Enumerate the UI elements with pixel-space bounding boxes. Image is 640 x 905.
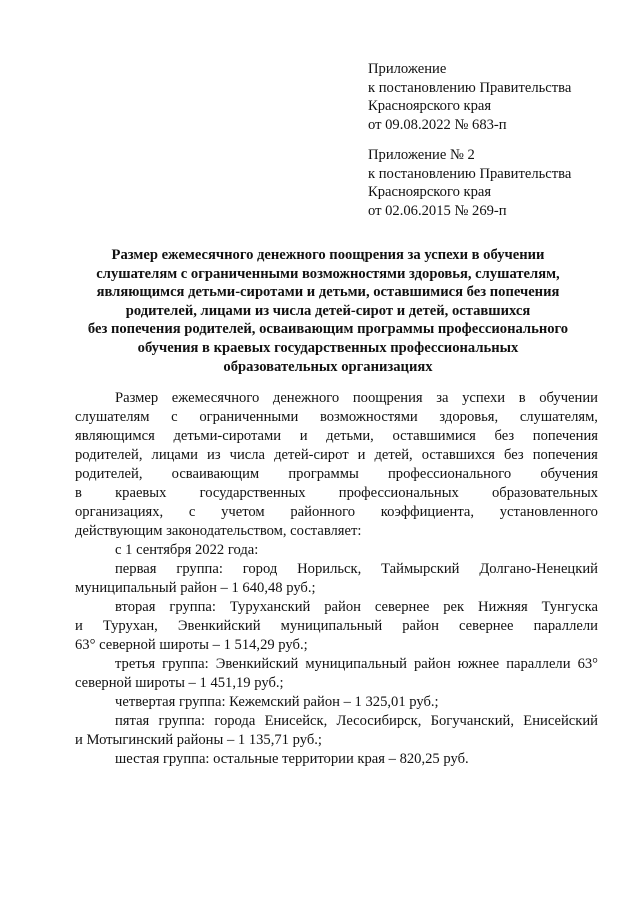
title-line: являющимся детьми-сиротами и детьми, оставшимися без попечения: [96, 284, 560, 301]
word: 63°: [577, 656, 598, 672]
word: Лесосибирск,: [336, 713, 422, 729]
group-line: [75, 560, 598, 579]
group-line: [75, 617, 598, 636]
word: муниципальный: [305, 656, 407, 672]
document-title: [76, 246, 580, 376]
appendix-date-number: от 02.06.2015 № 269-п: [368, 202, 507, 219]
word: третья: [115, 656, 156, 672]
word: профессиональных: [338, 485, 459, 501]
word: организациях,: [75, 504, 164, 520]
word: Таймырский: [381, 561, 460, 577]
word: родителей,: [75, 447, 143, 463]
word: район: [324, 599, 361, 615]
word: группа:: [176, 561, 223, 577]
word: детей-сирот: [274, 447, 349, 463]
word: обучения: [540, 466, 598, 482]
group-line: [75, 712, 598, 731]
word: Енисейский: [523, 713, 598, 729]
word: установленного: [499, 504, 598, 520]
intro-line: [75, 503, 598, 522]
word: Размер: [115, 390, 159, 406]
word: учетом: [221, 504, 265, 520]
word: детей,: [374, 447, 413, 463]
title-line: обучения в краевых государственных профессиональных: [137, 339, 519, 356]
word: Турухан,: [102, 618, 158, 634]
word: без: [494, 428, 515, 444]
word: севернее: [374, 599, 430, 615]
word: слушателям: [75, 409, 150, 425]
group-line: четвертая группа: Кежемский район – 1 325,01 руб.;: [115, 694, 439, 710]
group-line: северной широты – 1 451,19 руб.;: [75, 675, 284, 691]
group-line: и Мотыгинский районы – 1 135,71 руб.;: [75, 732, 322, 748]
word: и: [299, 428, 308, 444]
appendix-reference: к постановлению Правительства: [368, 79, 572, 96]
intro-line: [75, 389, 598, 408]
word: лицами: [151, 447, 198, 463]
word: успехи: [462, 390, 506, 406]
group-line: муниципальный район – 1 640,48 руб.;: [75, 580, 316, 596]
word: Эвенкийский: [177, 618, 261, 634]
word: в: [518, 390, 526, 406]
word: Норильск,: [297, 561, 362, 577]
appendix-header-original: [368, 146, 618, 220]
word: денежного: [272, 390, 340, 406]
word: попечения: [532, 447, 598, 463]
word: первая: [115, 561, 157, 577]
word: Долгано-Ненецкий: [479, 561, 598, 577]
word: вторая: [115, 599, 156, 615]
word: из: [207, 447, 221, 463]
word: детьми-сиротами: [173, 428, 282, 444]
group-line: шестая группа: остальные территории края – 820,25 руб.: [115, 751, 469, 767]
word: возможностями: [319, 409, 418, 425]
word: с: [188, 504, 196, 520]
word: ограниченными: [199, 409, 299, 425]
intro-line: [75, 484, 598, 503]
word: программы: [288, 466, 359, 482]
group-6-item: [75, 750, 598, 769]
word: числа: [229, 447, 266, 463]
word: районного: [290, 504, 356, 520]
intro-line: действующим законодательством, составляет:: [75, 523, 362, 539]
word: Тунгуска: [541, 599, 598, 615]
word: район: [414, 656, 451, 672]
word: и: [357, 447, 366, 463]
word: детьми,: [326, 428, 374, 444]
appendix-region: Красноярского края: [368, 184, 492, 200]
word: группа:: [158, 713, 206, 729]
word: без: [503, 447, 524, 463]
word: параллели: [533, 618, 598, 634]
word: города: [214, 713, 256, 729]
word: район: [402, 618, 439, 634]
intro-line: [75, 465, 598, 484]
word: оставшихся: [421, 447, 495, 463]
word: группа:: [162, 656, 209, 672]
word: в: [75, 485, 82, 501]
group-4-item: [75, 693, 598, 712]
word: параллели: [506, 656, 571, 672]
word: рек: [443, 599, 465, 615]
title-line: слушателям с ограниченными возможностями здоровья, слушателям,: [96, 265, 560, 282]
word: здоровья,: [439, 409, 499, 425]
title-line: Размер ежемесячного денежного поощрения за успехи в обучении: [111, 247, 545, 263]
word: государственных: [199, 485, 306, 501]
group-1-item: [75, 560, 598, 598]
title-line: без попечения родителей, осваивающим программы профессионального: [87, 321, 569, 338]
appendix-region: Красноярского края: [368, 98, 492, 114]
group-line: 63° северной широты – 1 514,29 руб.;: [75, 637, 308, 653]
word: профессионального: [387, 466, 512, 482]
word: Нижняя: [478, 599, 528, 615]
word: группа:: [169, 599, 216, 615]
word: Богучанский,: [430, 713, 515, 729]
word: краевых: [115, 485, 167, 501]
word: коэффициента,: [380, 504, 475, 520]
intro-line: [75, 408, 598, 427]
word: являющимся: [75, 428, 155, 444]
word: муниципальный: [280, 618, 383, 634]
word: южнее: [457, 656, 500, 672]
intro-paragraph: [75, 389, 598, 541]
word: поощрения: [352, 390, 423, 406]
word: севернее: [459, 618, 514, 634]
intro-line: [75, 446, 598, 465]
word: осваивающим: [171, 466, 260, 482]
appendix-label: Приложение № 2: [368, 147, 475, 163]
word: Туруханский: [229, 599, 311, 615]
group-3-item: [75, 655, 598, 693]
appendix-label: Приложение: [368, 61, 447, 77]
word: пятая: [115, 713, 150, 729]
appendix-date-number: от 09.08.2022 № 683-п: [368, 116, 507, 133]
group-5-item: [75, 712, 598, 750]
intro-line: [75, 427, 598, 446]
title-line: образовательных организациях: [223, 358, 433, 375]
group-line: [75, 598, 598, 617]
group-2-item: [75, 598, 598, 655]
word: родителей,: [75, 466, 143, 482]
word: слушателям,: [519, 409, 598, 425]
word: с: [171, 409, 178, 425]
word: ежемесячного: [171, 390, 260, 406]
word: попечения: [532, 428, 598, 444]
word: город: [242, 561, 278, 577]
document-body: [75, 389, 598, 769]
appendix-header-current: [368, 60, 618, 134]
word: оставшимися: [392, 428, 476, 444]
appendix-reference: к постановлению Правительства: [368, 165, 572, 182]
word: образовательных: [491, 485, 598, 501]
word: и: [75, 618, 83, 634]
word: за: [436, 390, 449, 406]
effective-date: с 1 сентября 2022 года:: [115, 542, 259, 558]
word: обучении: [539, 390, 598, 406]
word: Енисейск,: [264, 713, 328, 729]
word: Эвенкийский: [215, 656, 299, 672]
group-line: [75, 655, 598, 674]
title-line: родителей, лицами из числа детей-сирот и детей, оставшихся: [125, 302, 531, 319]
